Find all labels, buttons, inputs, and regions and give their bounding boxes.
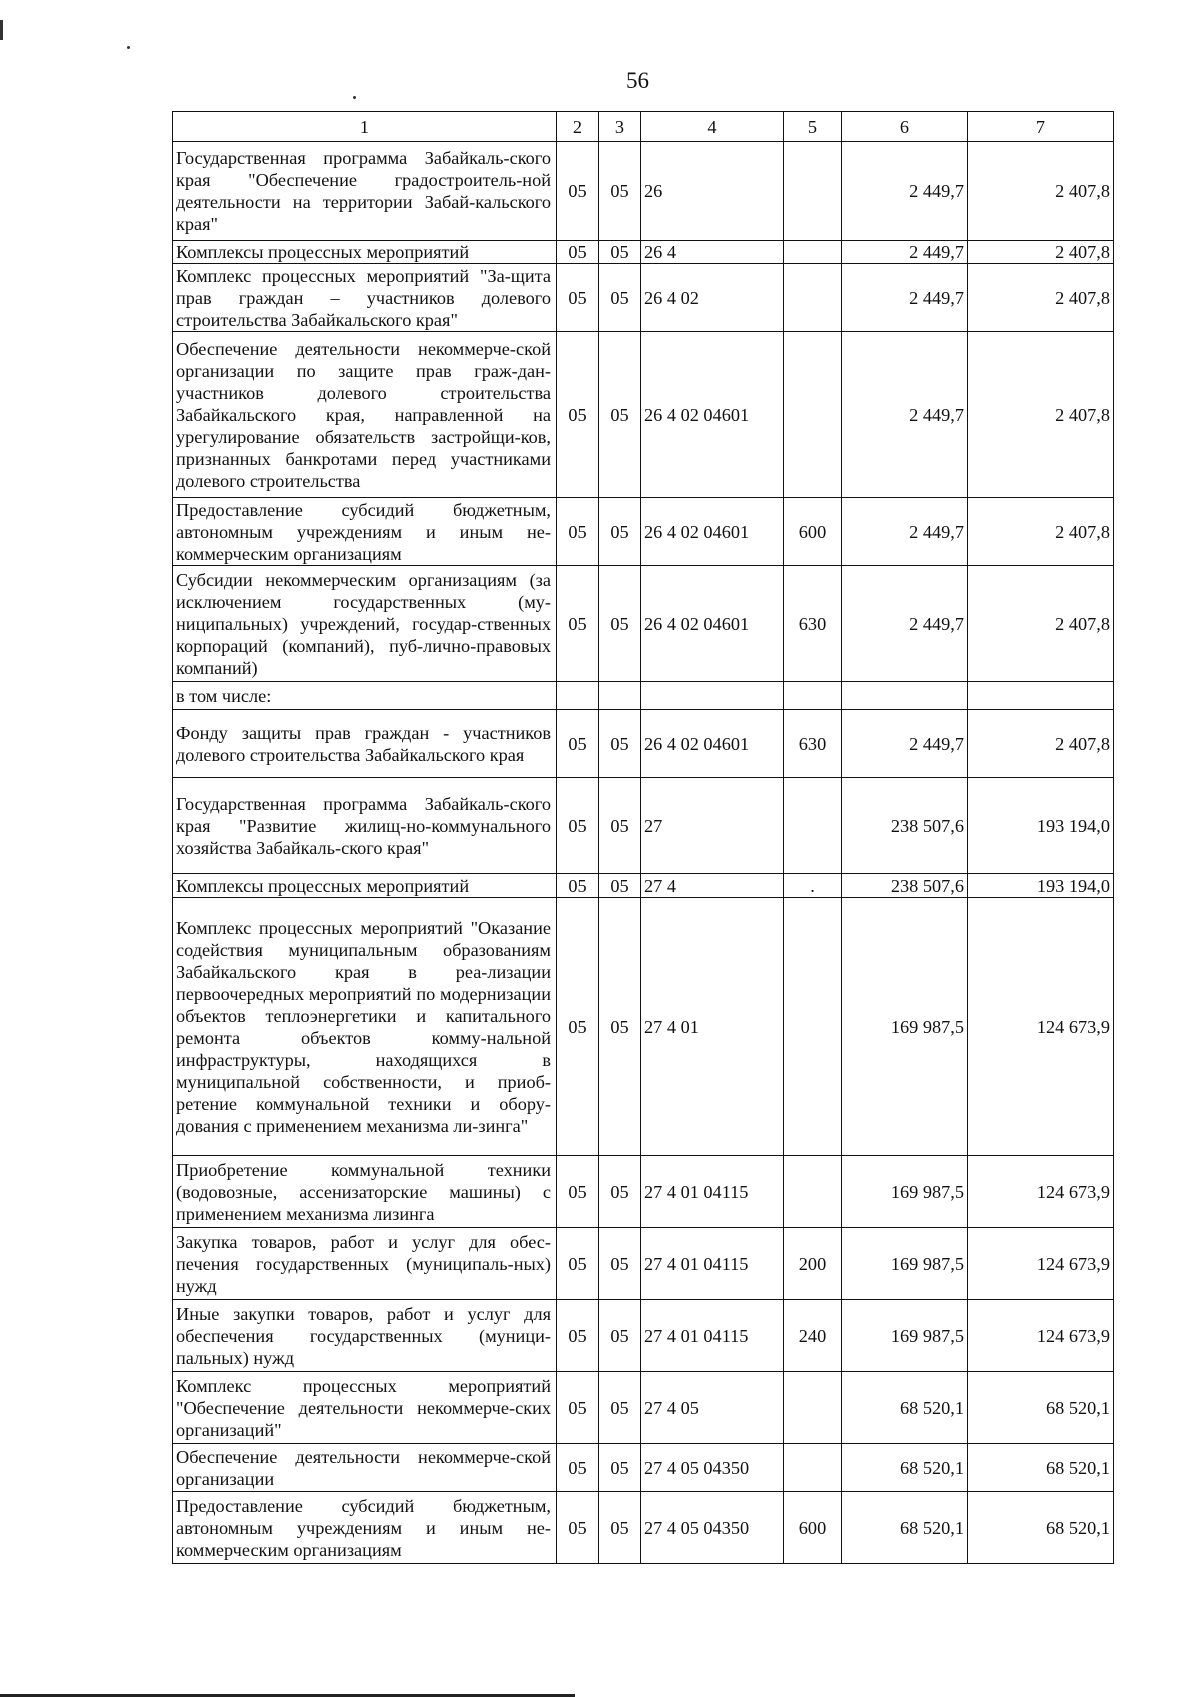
page-number: 56: [626, 68, 649, 93]
row-name-cell: Комплексы процессных мероприятий: [173, 874, 557, 898]
row-name-cell: Предоставление субсидий бюджетным, автономным учреждениям и иным не-коммерческим организациям: [173, 1492, 557, 1564]
target-article-cell: 27 4 01: [641, 898, 784, 1156]
amount-col6-cell: 169 987,5: [842, 1300, 968, 1372]
header-cell: 4: [641, 112, 784, 142]
row-name-cell: Иные закупки товаров, работ и услуг для обеспечения государственных (муници-пальных) нужд: [173, 1300, 557, 1372]
table-row: [173, 874, 1114, 898]
row-name-cell: Комплекс процессных мероприятий "За-щита прав граждан – участников долевого строительства Забайкальского края": [173, 264, 557, 332]
target-article-cell: 27 4: [641, 874, 784, 898]
table-row: [173, 898, 1114, 1156]
target-article-cell: 27 4 01 04115: [641, 1156, 784, 1228]
amount-col6-cell: 2 449,7: [842, 142, 968, 241]
table-row: [173, 241, 1114, 264]
target-article-cell: 26 4 02: [641, 264, 784, 332]
scan-speck: [353, 96, 356, 99]
subsection-cell: 05: [599, 498, 641, 566]
section-cell: 05: [557, 498, 599, 566]
section-cell: 05: [557, 898, 599, 1156]
section-cell: 05: [557, 710, 599, 778]
target-article-cell: 27 4 05 04350: [641, 1492, 784, 1564]
section-cell: 05: [557, 241, 599, 264]
expense-type-cell: [784, 332, 842, 498]
amount-col6-cell: 2 449,7: [842, 710, 968, 778]
amount-col6-cell: 169 987,5: [842, 898, 968, 1156]
budget-table: [172, 111, 1114, 1564]
section-cell: 05: [557, 1444, 599, 1492]
amount-col6-cell: 68 520,1: [842, 1444, 968, 1492]
amount-col6-cell: 2 449,7: [842, 566, 968, 682]
table-row: [173, 1492, 1114, 1564]
table-row: [173, 1300, 1114, 1372]
scan-speck: [127, 46, 130, 49]
amount-col6-cell: [842, 682, 968, 710]
header-cell: 6: [842, 112, 968, 142]
amount-col7-cell: 2 407,8: [968, 241, 1114, 264]
section-cell: 05: [557, 1228, 599, 1300]
amount-col6-cell: 169 987,5: [842, 1156, 968, 1228]
subsection-cell: 05: [599, 1156, 641, 1228]
amount-col7-cell: 2 407,8: [968, 332, 1114, 498]
expense-type-cell: [784, 1372, 842, 1444]
table-row: [173, 498, 1114, 566]
target-article-cell: 26 4 02 04601: [641, 710, 784, 778]
row-name-cell: Комплекс процессных мероприятий "Обеспечение деятельности некоммерче-ских организаций": [173, 1372, 557, 1444]
table-row: [173, 778, 1114, 874]
table-row: [173, 1444, 1114, 1492]
amount-col7-cell: 68 520,1: [968, 1444, 1114, 1492]
row-name-cell: Обеспечение деятельности некоммерче-ской организации: [173, 1444, 557, 1492]
amount-col7-cell: 2 407,8: [968, 710, 1114, 778]
row-name-cell: Приобретение коммунальной техники (водовозные, ассенизаторские машины) с применением механизма лизинга: [173, 1156, 557, 1228]
subsection-cell: 05: [599, 778, 641, 874]
expense-type-cell: 200: [784, 1228, 842, 1300]
section-cell: 05: [557, 142, 599, 241]
table-row: [173, 332, 1114, 498]
amount-col6-cell: 238 507,6: [842, 874, 968, 898]
header-cell: 1: [173, 112, 557, 142]
target-article-cell: 26 4 02 04601: [641, 498, 784, 566]
expense-type-cell: 600: [784, 1492, 842, 1564]
scan-edge-mark: [0, 20, 3, 40]
expense-type-cell: [784, 142, 842, 241]
header-cell: 3: [599, 112, 641, 142]
amount-col7-cell: 2 407,8: [968, 142, 1114, 241]
table-row: [173, 142, 1114, 241]
expense-type-cell: [784, 898, 842, 1156]
section-cell: 05: [557, 566, 599, 682]
row-name-cell: Обеспечение деятельности некоммерче-ской организации по защите прав граж-дан-участников долевого строительства Забайкальского края, направленной на урегулирование обязательств застройщи-ков, признанных банкротами перед участниками долевого строительства: [173, 332, 557, 498]
amount-col7-cell: 2 407,8: [968, 264, 1114, 332]
target-article-cell: 27 4 05 04350: [641, 1444, 784, 1492]
amount-col6-cell: 2 449,7: [842, 264, 968, 332]
expense-type-cell: [784, 1444, 842, 1492]
amount-col7-cell: 124 673,9: [968, 1156, 1114, 1228]
subsection-cell: 05: [599, 142, 641, 241]
target-article-cell: 26 4 02 04601: [641, 332, 784, 498]
header-cell: 5: [784, 112, 842, 142]
amount-col7-cell: 68 520,1: [968, 1492, 1114, 1564]
section-cell: 05: [557, 1492, 599, 1564]
amount-col7-cell: [968, 682, 1114, 710]
amount-col6-cell: 169 987,5: [842, 1228, 968, 1300]
amount-col7-cell: 68 520,1: [968, 1372, 1114, 1444]
amount-col6-cell: 2 449,7: [842, 332, 968, 498]
target-article-cell: 27 4 05: [641, 1372, 784, 1444]
subsection-cell: 05: [599, 710, 641, 778]
expense-type-cell: 630: [784, 710, 842, 778]
target-article-cell: 27 4 01 04115: [641, 1300, 784, 1372]
table-row: [173, 566, 1114, 682]
target-article-cell: 26 4: [641, 241, 784, 264]
target-article-cell: 27 4 01 04115: [641, 1228, 784, 1300]
subsection-cell: [599, 682, 641, 710]
row-name-cell: Предоставление субсидий бюджетным, автономным учреждениям и иным не-коммерческим организациям: [173, 498, 557, 566]
table-row: [173, 710, 1114, 778]
row-name-cell: Закупка товаров, работ и услуг для обес-печения государственных (муниципаль-ных) нужд: [173, 1228, 557, 1300]
section-cell: 05: [557, 778, 599, 874]
subsection-cell: 05: [599, 332, 641, 498]
row-name-cell: в том числе:: [173, 682, 557, 710]
subsection-cell: 05: [599, 264, 641, 332]
expense-type-cell: [784, 264, 842, 332]
amount-col7-cell: 124 673,9: [968, 1300, 1114, 1372]
expense-type-cell: [784, 1156, 842, 1228]
section-cell: 05: [557, 1372, 599, 1444]
section-cell: 05: [557, 1156, 599, 1228]
expense-type-cell: [784, 241, 842, 264]
amount-col6-cell: 238 507,6: [842, 778, 968, 874]
subsection-cell: 05: [599, 1300, 641, 1372]
subsection-cell: 05: [599, 1228, 641, 1300]
table-row: [173, 264, 1114, 332]
section-cell: [557, 682, 599, 710]
expense-type-cell: [784, 778, 842, 874]
row-name-cell: Комплекс процессных мероприятий "Оказание содействия муниципальным образованиям Забайкальского края в реа-лизации первоочередных мероприятий по модернизации объектов теплоэнергетики и капитального ремонта объектов комму-нальной инфраструктуры, находящихся в муниципальной собственности, и приоб-ретение коммунальной техники и обору-дования с применением механизма ли-зинга": [173, 898, 557, 1156]
subsection-cell: 05: [599, 874, 641, 898]
table-row: [173, 1372, 1114, 1444]
expense-type-cell: 600: [784, 498, 842, 566]
subsection-cell: 05: [599, 898, 641, 1156]
amount-col7-cell: 2 407,8: [968, 498, 1114, 566]
subsection-cell: 05: [599, 1444, 641, 1492]
row-name-cell: Государственная программа Забайкаль-ского края "Развитие жилищ-но-коммунального хозяйства Забайкаль-ского края": [173, 778, 557, 874]
table-row: [173, 1228, 1114, 1300]
subsection-cell: 05: [599, 241, 641, 264]
expense-type-cell: 240: [784, 1300, 842, 1372]
amount-col6-cell: 2 449,7: [842, 498, 968, 566]
target-article-cell: 26 4 02 04601: [641, 566, 784, 682]
table-row: [173, 1156, 1114, 1228]
subsection-cell: 05: [599, 566, 641, 682]
section-cell: 05: [557, 264, 599, 332]
header-cell: 2: [557, 112, 599, 142]
amount-col6-cell: 68 520,1: [842, 1492, 968, 1564]
row-name-cell: Комплексы процессных мероприятий: [173, 241, 557, 264]
subsection-cell: 05: [599, 1372, 641, 1444]
row-name-cell: Фонду защиты прав граждан - участников долевого строительства Забайкальского края: [173, 710, 557, 778]
amount-col7-cell: 193 194,0: [968, 778, 1114, 874]
target-article-cell: 27: [641, 778, 784, 874]
header-cell: 7: [968, 112, 1114, 142]
amount-col6-cell: 68 520,1: [842, 1372, 968, 1444]
target-article-cell: 26: [641, 142, 784, 241]
row-name-cell: Субсидии некоммерческим организациям (за исключением государственных (му-ниципальных) учреждений, государ-ственных корпораций (компаний), пуб-лично-правовых компаний): [173, 566, 557, 682]
row-name-cell: Государственная программа Забайкаль-ского края "Обеспечение градостроитель-ной деятельности на территории Забай-кальского края": [173, 142, 557, 241]
amount-col7-cell: 193 194,0: [968, 874, 1114, 898]
target-article-cell: [641, 682, 784, 710]
subsection-cell: 05: [599, 1492, 641, 1564]
section-cell: 05: [557, 332, 599, 498]
amount-col7-cell: 124 673,9: [968, 1228, 1114, 1300]
section-cell: 05: [557, 874, 599, 898]
section-cell: 05: [557, 1300, 599, 1372]
expense-type-cell: [784, 682, 842, 710]
amount-col6-cell: 2 449,7: [842, 241, 968, 264]
table-header-row: [173, 112, 1114, 142]
table-row: [173, 682, 1114, 710]
amount-col7-cell: 124 673,9: [968, 898, 1114, 1156]
expense-type-cell: 630: [784, 566, 842, 682]
amount-col7-cell: 2 407,8: [968, 566, 1114, 682]
expense-type-cell: .: [784, 874, 842, 898]
